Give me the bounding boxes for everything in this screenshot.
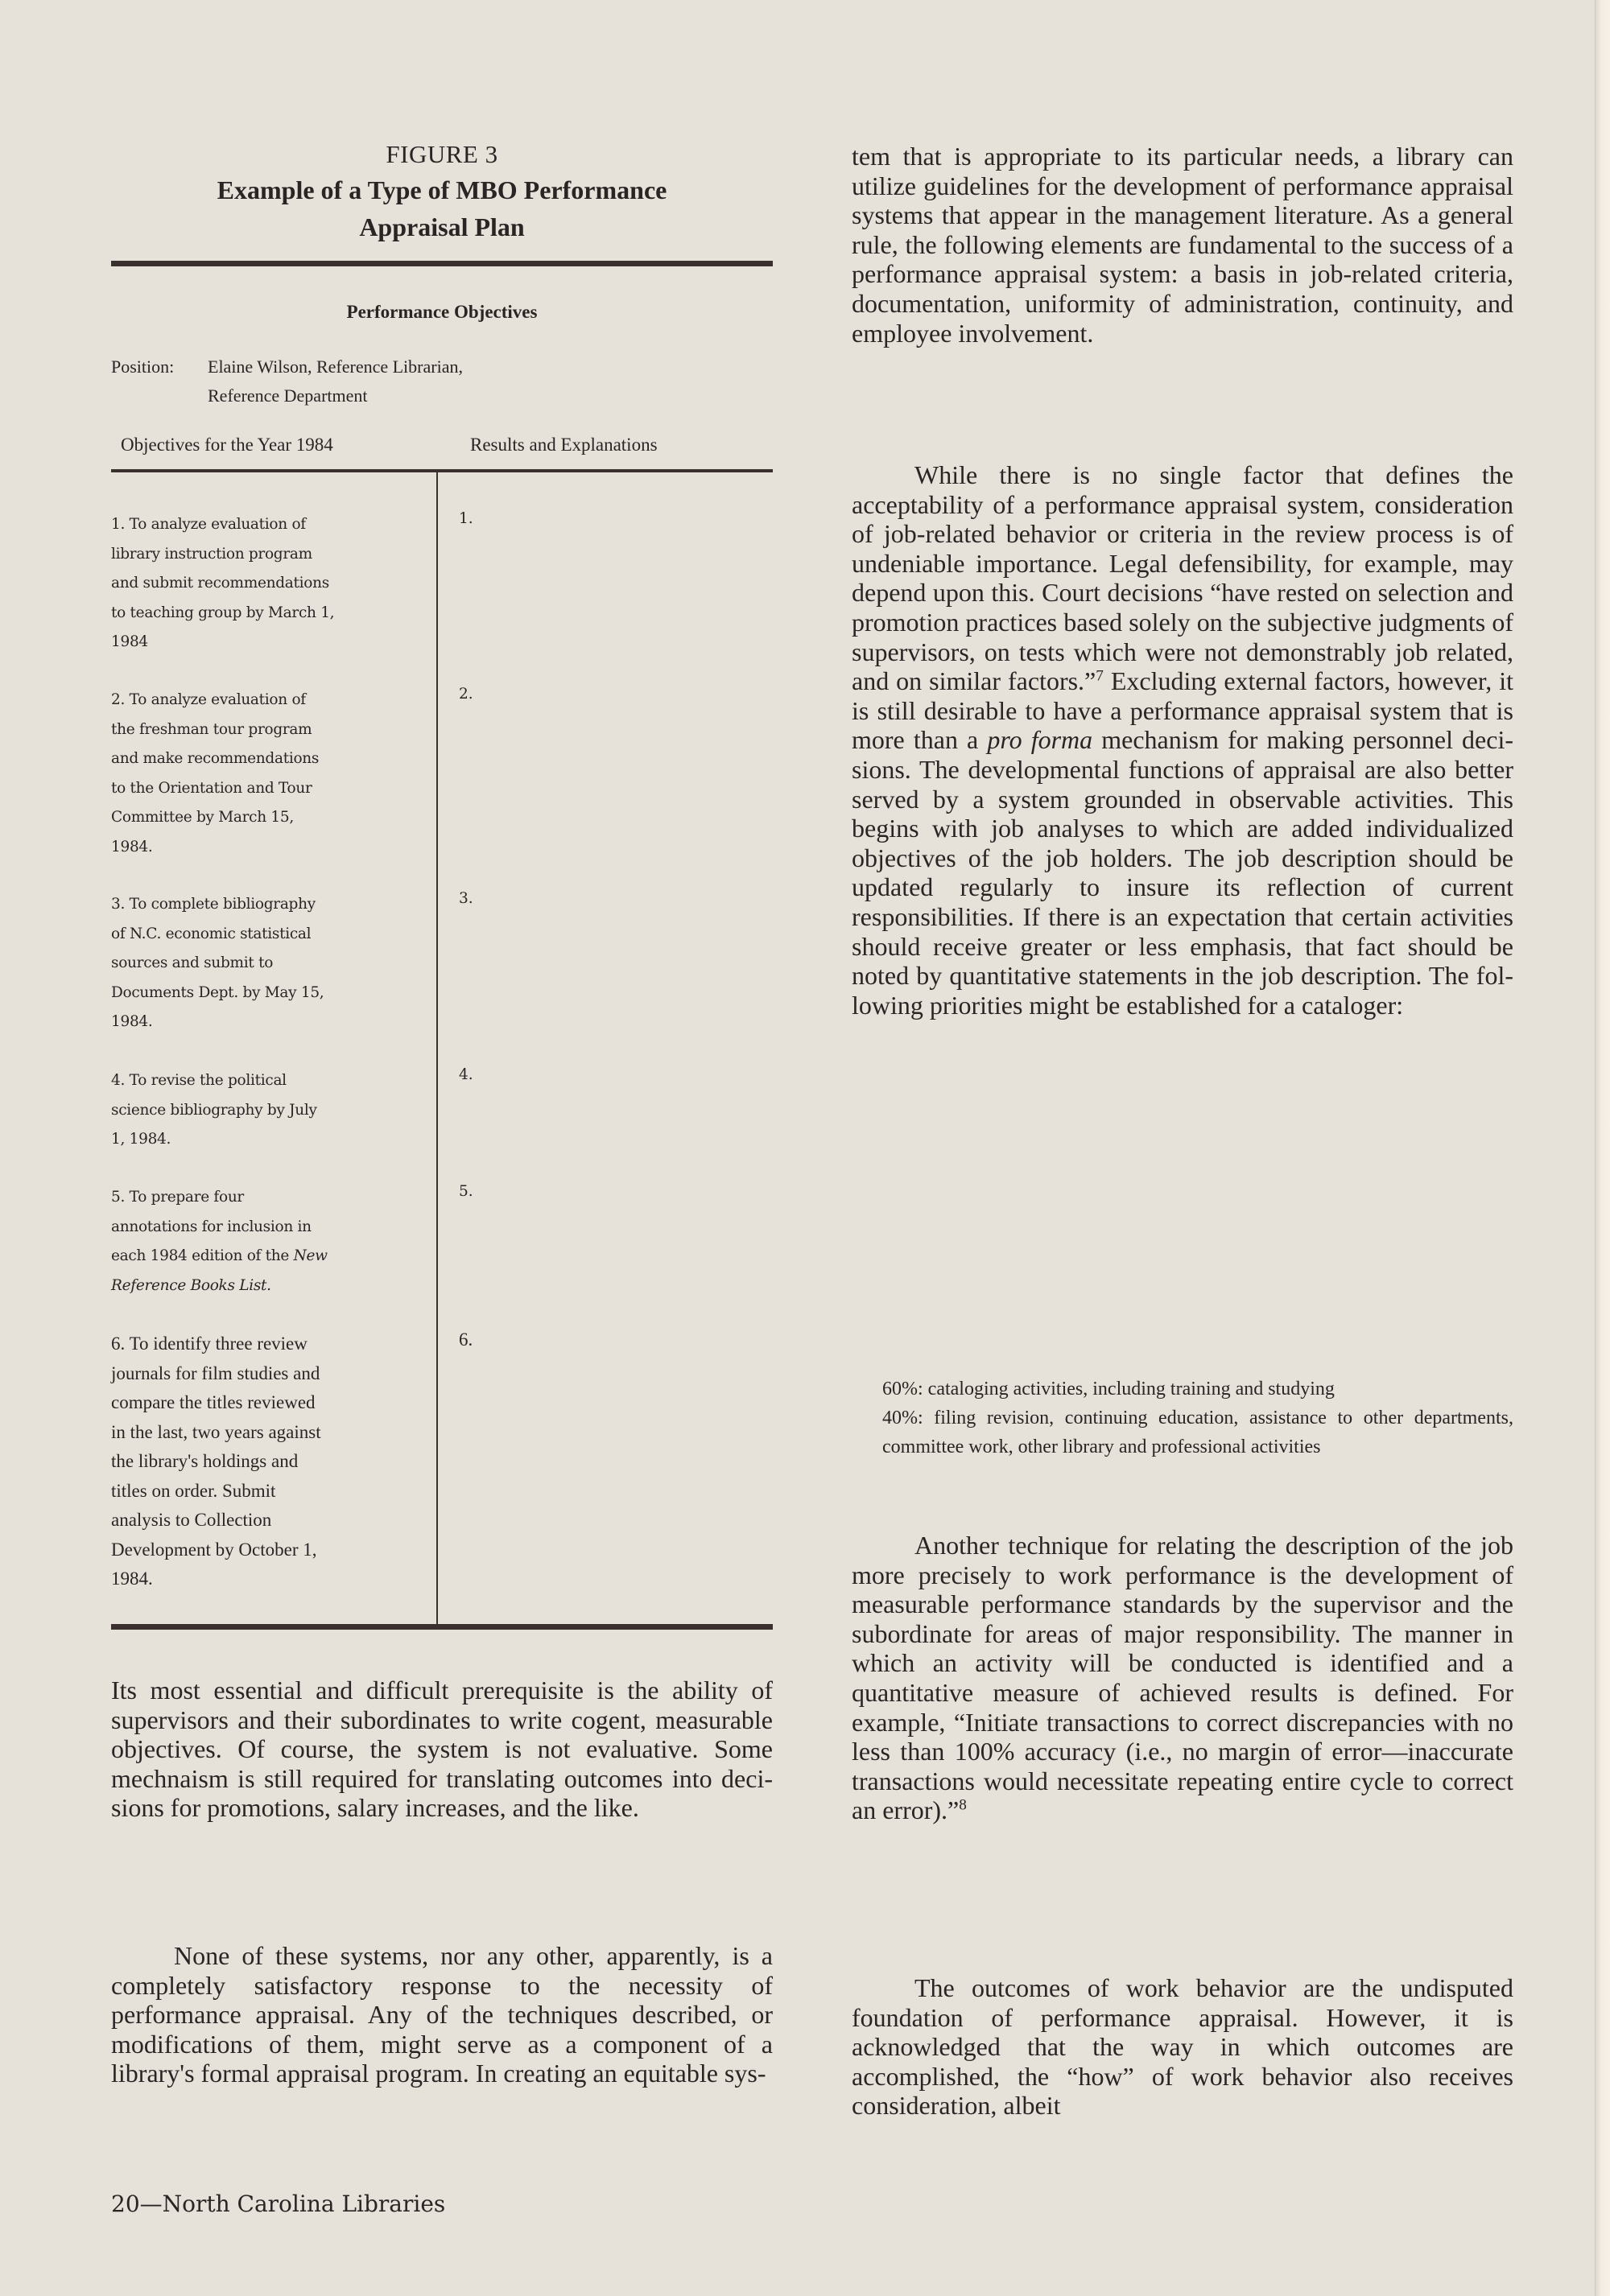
objective-line: 1984. (111, 838, 153, 855)
column-header-results: Results and Explanations (470, 435, 658, 455)
left-paragraph-2: None of these systems, nor any other, apparently, is a completely satisfactory response to the necessity of performance appraisal. Any of the techniques described, or modifications of them, might serve as a component of a library's formal appraisal program. In creating an equitable sys- (111, 1941, 773, 2088)
column-header-objectives: Objectives for the Year 1984 (121, 435, 333, 455)
result-number-3: 3. (459, 890, 473, 907)
objective-line: and make recommendations (111, 750, 320, 767)
paragraph-text: Excluding external factors, however, it is still desirable to have a performance appraisal system that is more than a (852, 666, 1513, 755)
footnote-marker-7: 7 (1096, 667, 1104, 685)
objective-line: library instruction program (111, 545, 312, 563)
result-number-6: 6. (459, 1329, 473, 1350)
page-edge (1595, 0, 1610, 2296)
objective-line: to the Orientation and Tour (111, 779, 312, 797)
objective-line (111, 1272, 433, 1301)
figure-title (111, 171, 773, 245)
objective-line: and submit recommendations (111, 575, 329, 592)
objective-item-4 (111, 1066, 433, 1155)
objective-line: 2. To analyze evaluation of (111, 691, 306, 708)
objective-line: the library's holdings and (111, 1451, 299, 1471)
objective-line: Committee by March 15, (111, 809, 294, 826)
objective-line: sources and submit to (111, 954, 274, 971)
priority-item-40: 40%: filing revision, continuing education, assistance to other departments, committee work, other library and professional activities (882, 1408, 1513, 1457)
figure-title-line2: Appraisal Plan (359, 212, 525, 241)
objective-line: 4. To revise the political (111, 1072, 287, 1089)
objective-line: annotations for inclusion in (111, 1218, 312, 1235)
column-divider (436, 472, 438, 1627)
paragraph-text: Another technique for relating the description of the job more precisely to work performance is the development of measurable performance standards by the supervisor and the subordinate for areas of major responsibility. The manner in which an activity will be conducted is identified and a quantitative measure of achieved results is defined. For example, “Initiate transactions to correct discrepancies with no less than 100% accuracy (i.e., no margin of error—inaccurate transactions would necessitate repeating entire cycle to correct an error).” (852, 1531, 1513, 1825)
objective-line: 6. To identify three review (111, 1333, 308, 1354)
position-line1: Elaine Wilson, Reference Librarian, (208, 357, 463, 377)
right-paragraph-1: tem that is appropriate to its particular needs, a library can utilize guidelines for the development of performance appraisal systems that appear in the management literature. As a general rule, the following elements are fundamental to the success of a performance appraisal system: a basis in job-related criteria, documentation, uniformity of administration, continuity, and employee involvement. (852, 142, 1513, 348)
right-paragraph-3 (852, 1531, 1513, 1825)
position-value (208, 352, 771, 410)
objective-line: 1984 (111, 633, 148, 650)
objective-line: analysis to Collection (111, 1510, 272, 1530)
objective-line: 1984. (111, 1568, 153, 1589)
italic-term: pro forma (987, 725, 1093, 755)
result-number-5: 5. (459, 1183, 473, 1200)
position-line2: Reference Department (208, 385, 368, 406)
objective-line: compare the titles reviewed (111, 1392, 316, 1412)
left-paragraph-1: Its most essential and difficult prerequisite is the ability of supervisors and their subordinates to write cogent, measurable objectives. Of course, the system is not evaluative. Some mechnaism is still required for translating outcomes into decisions for promotions, salary increases, and the like. (111, 1676, 773, 1823)
objective-italic-title: New (293, 1247, 328, 1264)
priority-item-60: 60%: cataloging activities, including training and studying (882, 1379, 1335, 1399)
result-number-4: 4. (459, 1066, 473, 1083)
objective-item-6 (111, 1329, 433, 1594)
header-divider-rule (111, 469, 773, 472)
objective-line (111, 1242, 433, 1272)
figure-title-line1: Example of a Type of MBO Performance (217, 175, 667, 204)
footnote-marker-8: 8 (959, 1796, 967, 1814)
objective-item-5 (111, 1183, 433, 1301)
performance-objectives-heading: Performance Objectives (346, 302, 538, 322)
objective-line: Documents Dept. by May 15, (111, 983, 324, 1001)
result-number-2: 2. (459, 686, 473, 703)
position-label: Position: (111, 357, 175, 377)
objective-line: science bibliography by July (111, 1101, 317, 1119)
objective-line: titles on order. Submit (111, 1480, 276, 1501)
figure-bottom-rule (111, 1624, 773, 1630)
objective-line: the freshman tour program (111, 720, 312, 738)
objective-line: Development by October 1, (111, 1539, 317, 1560)
result-number-1: 1. (459, 510, 473, 527)
objective-line: 1, 1984. (111, 1131, 171, 1148)
right-paragraph-2 (852, 460, 1513, 1020)
objective-line-text: each 1984 edition of the (111, 1247, 294, 1264)
objective-item-3 (111, 890, 433, 1037)
objective-item-2 (111, 686, 433, 862)
objective-line: in the last, two years against (111, 1421, 321, 1442)
figure-top-rule (111, 261, 773, 266)
paragraph-text: While there is no single factor that defines the acceptability of a performance appraisal system, consideration of job-related behavior or criteria in the review process is of undeniable importance. Legal defensibility, for example, may depend upon this. Court decisions “have rested on selection and promotion practices based solely on the subjective judgments of supervisors, on tests which were not demonstrably job related, and on similar factors.” (852, 460, 1513, 696)
cataloger-priorities-list (882, 1375, 1513, 1461)
right-paragraph-4: The outcomes of work behavior are the undisputed foundation of performance appraisal. However, it is acknowledged that the way in which outcomes are accomplished, the “how” of work behavior also receives consideration, albeit (852, 1973, 1513, 2121)
figure-label: FIGURE 3 (386, 140, 498, 168)
objective-line: journals for film studies and (111, 1362, 320, 1383)
objective-line: 1. To analyze evaluation of (111, 516, 306, 533)
objective-line: 1984. (111, 1013, 153, 1030)
objective-line: of N.C. economic statistical (111, 925, 312, 942)
page-footer: 20—North Carolina Libraries (111, 2191, 446, 2217)
objective-line: to teaching group by March 1, (111, 604, 335, 621)
objective-line: 3. To complete bibliography (111, 896, 316, 913)
objective-item-1 (111, 510, 433, 657)
objective-line: 5. To prepare four (111, 1189, 244, 1206)
paragraph-text: mechanism for making personnel decisions. The developmental functions of appraisal are also better served by a system grounded in observable activities. This begins with job analyses to which are added individualized objectives of the job holders. The job description should be updated regularly to insure its reflection of current responsibilities. If there is an expectation that certain activities should receive greater or less emphasis, that fact should be noted by quantitative statements in the job description. The following priorities might be established for a cataloger: (852, 725, 1513, 1020)
objective-italic-title: Reference Books List. (111, 1276, 271, 1294)
